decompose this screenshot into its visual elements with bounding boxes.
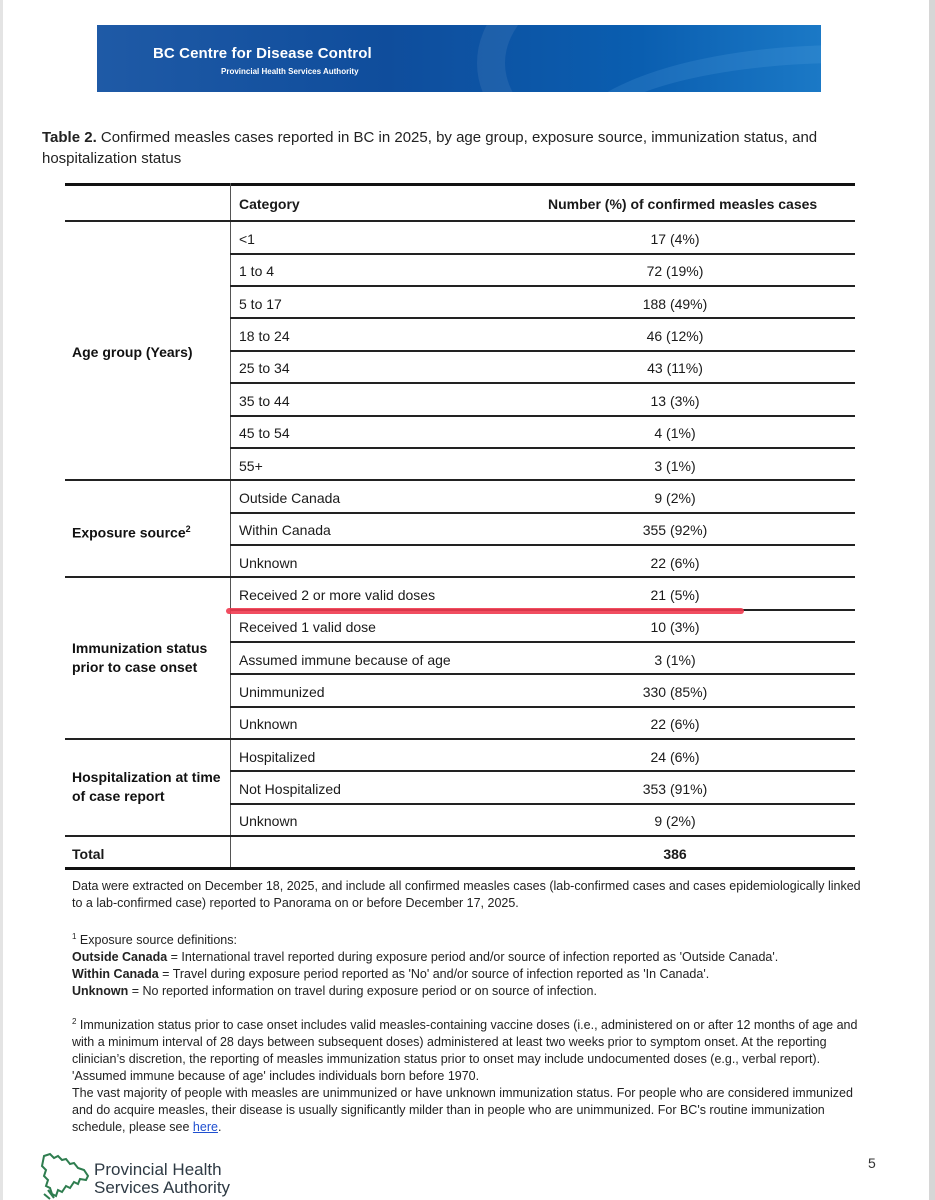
row-category: 18 to 24 [239,328,290,344]
row-rule [230,673,855,675]
row-category: Not Hospitalized [239,781,341,797]
row-category: Unknown [239,716,298,732]
row-value: 188 (49%) [642,296,708,312]
row-rule [230,253,855,255]
row-category: 55+ [239,458,263,474]
row-category: Assumed immune because of age [239,652,451,668]
bc-map-icon [40,1150,92,1200]
outside-term: Outside Canada [72,950,168,965]
row-value: 3 (1%) [654,652,696,668]
group-hospitalization [72,768,221,806]
schedule-link[interactable]: here [192,1120,218,1135]
group-rule [65,479,855,481]
row-value: 355 (92%) [642,522,708,538]
row-value: 13 (3%) [650,393,700,409]
footnote-unknown [72,983,862,1000]
row-value: 10 (3%) [650,619,700,635]
row-category: 45 to 54 [239,425,290,441]
header-number: Number (%) of confirmed measles cases [548,196,818,212]
outside-def: = International travel reported during exposure period and/or source of infection reported as 'Outside Canada'. [167,950,779,965]
row-category: <1 [239,231,255,247]
row-rule [230,770,855,772]
row-category: 25 to 34 [239,360,290,376]
row-value: 46 (12%) [646,328,704,344]
footnote-1 [72,928,862,1000]
row-value: 21 (5%) [650,587,700,603]
row-category: Received 2 or more valid doses [239,587,436,603]
group-hosp-l2: of case report [72,788,165,804]
row-value: 330 (85%) [642,684,708,700]
group-immunization-l1: Immunization status [72,640,208,656]
footnote-1-title [72,928,862,949]
banner-title: BC Centre for Disease Control [153,45,372,62]
row-category: Hospitalized [239,749,316,765]
table-top-rule [65,183,855,186]
row-rule [230,447,855,449]
row-category: 35 to 44 [239,393,290,409]
fn2-extra-end: . [217,1120,222,1135]
footnote-2-text [72,1013,862,1085]
row-rule [230,350,855,352]
row-category: Unknown [239,555,298,571]
row-value: 24 (6%) [650,749,700,765]
row-category: Within Canada [239,522,331,538]
phsa-line1: Provincial Health [94,1160,222,1179]
row-category: Outside Canada [239,490,341,506]
group-exposure-sup: 2 [185,524,191,534]
group-exposure-label: Exposure source [72,524,186,541]
row-value: 4 (1%) [654,425,696,441]
row-rule [230,285,855,287]
fn2-sup: 2 [72,1017,77,1026]
phsa-logo [40,1150,270,1200]
row-value: 3 (1%) [654,458,696,474]
row-value: 9 (2%) [654,813,696,829]
header-category: Category [239,196,300,212]
banner-subtitle: Provincial Health Services Authority [221,67,359,76]
group-immunization [72,639,207,677]
bccdc-banner [97,25,821,92]
unknown-term: Unknown [72,984,129,999]
fn1-sup: 1 [72,932,77,941]
fn2-body: Immunization status prior to case onset includes valid measles-containing vaccine doses (i.e., administered on or after 12 months of age and with a minimum interval of 28 days between subsequent doses) administered at least two weeks prior to symptom onset. At the reporting clinician’s discretion, the reporting of measles immunization status prior to onset may include undocumented doses (e.g., verbal report). 'Assumed immune because of age' includes individuals born before 1970. [72,1018,858,1084]
total-value: 386 [663,846,687,862]
row-rule [230,641,855,643]
row-value: 353 (91%) [642,781,708,797]
row-value: 22 (6%) [650,716,700,732]
extraction-note: Data were extracted on December 18, 2025, and include all confirmed measles cases (lab-confirmed cases and cases epidemiologically linked to a lab-confirmed case) reported to Panorama on or before December 17, 2025. [72,879,861,910]
row-value: 22 (6%) [650,555,700,571]
row-rule [230,706,855,708]
group-age: Age group (Years) [72,344,193,360]
row-value: 17 (4%) [650,231,700,247]
row-category: 5 to 17 [239,296,282,312]
table-caption [42,127,872,169]
group-hosp-l1: Hospitalization at time [72,769,221,785]
footnote-within [72,966,862,983]
page-number: 5 [868,1155,876,1171]
page-edge-left [0,0,3,1200]
caption-text: Confirmed measles cases reported in BC in 2025, by age group, exposure source, immunization status, and hospitalization status [42,129,818,167]
group-rule [65,576,855,578]
within-def: = Travel during exposure period reported as 'No' and/or source of infection reported as 'In Canada'. [158,967,710,982]
group-exposure [72,520,191,543]
row-rule [230,803,855,805]
row-rule [230,512,855,514]
page-edge-right [929,0,935,1200]
highlight-underline [226,608,744,614]
row-rule [230,382,855,384]
fn1-title-text: Exposure source definitions: [76,933,237,948]
table-bottom-rule [65,867,855,870]
total-rule [65,835,855,837]
row-rule [230,415,855,417]
row-rule [230,544,855,546]
unknown-def: = No reported information on travel during exposure period or on source of infection. [128,984,597,999]
total-label: Total [72,846,105,862]
caption-label: Table 2. [42,129,97,146]
group-rule [65,738,855,740]
within-term: Within Canada [72,967,159,982]
footnote-2 [72,1013,862,1136]
row-category: 1 to 4 [239,263,275,279]
row-value: 72 (19%) [646,263,704,279]
row-rule [230,317,855,319]
phsa-line2: Services Authority [94,1178,231,1197]
row-rule [65,220,855,222]
footnote-outside [72,949,862,966]
row-value: 9 (2%) [654,490,696,506]
row-category: Unknown [239,813,298,829]
footnote-2-extra [72,1085,862,1136]
fn2-extra-text: The vast majority of people with measles are unimmunized or have unknown immunization status. For people who are considered immunized and do acquire measles, their disease is usually significantly milder than in people who are unimmunized. For BC's routine immunization schedule, please see [72,1086,853,1135]
group-immunization-l2: prior to case onset [72,659,198,675]
row-category: Unimmunized [239,684,325,700]
row-value: 43 (11%) [647,360,703,376]
row-category: Received 1 valid dose [239,619,376,635]
